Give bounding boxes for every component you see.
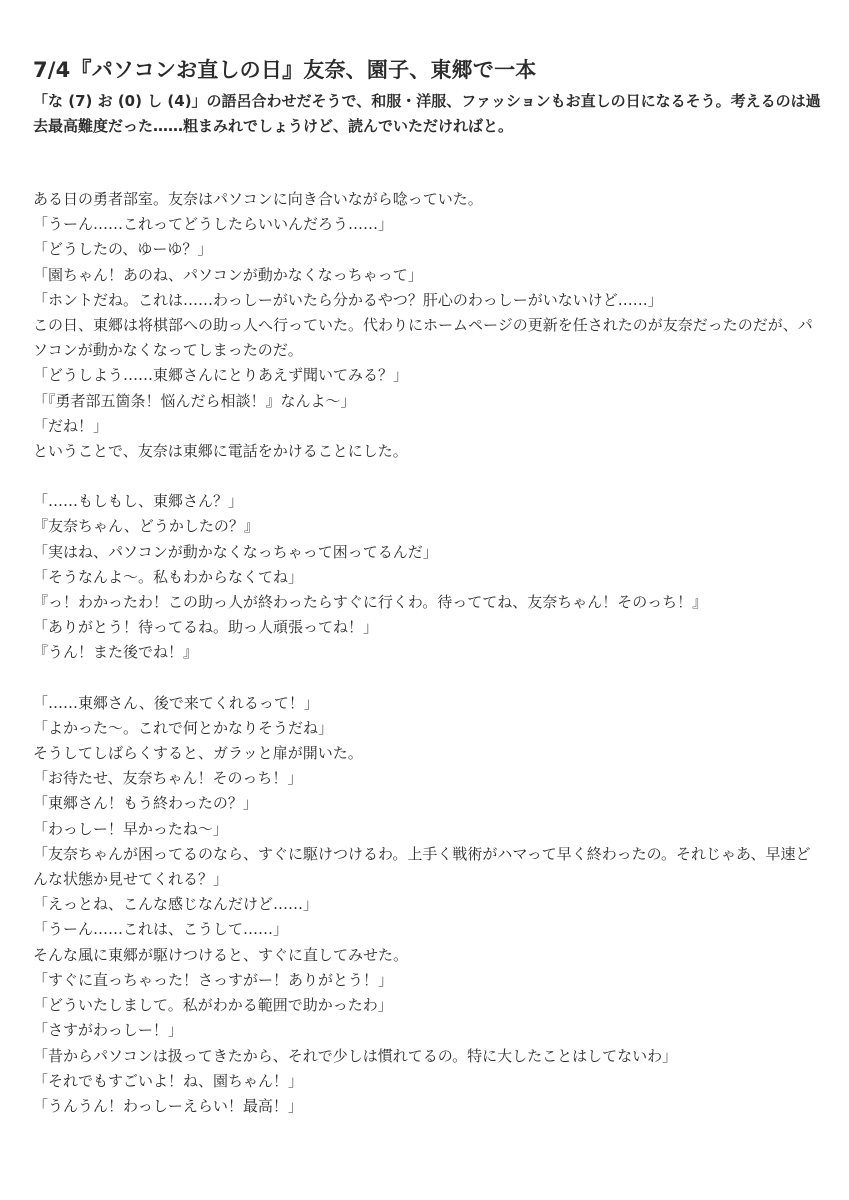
story-section-3: [33, 691, 823, 1119]
story-line: 「……もしもし、東郷さん？」: [33, 492, 244, 511]
story-line: この日、東郷は将棋部への助っ人へ行っていた。代わりにホームページの更新を任されたのが友奈だったのだが、パソコンが動かなくなってしまったのだ。: [33, 316, 813, 360]
story-line: 『友奈ちゃん、どうかしたの？』: [33, 517, 259, 536]
story-line: 「園ちゃん！あのね、パソコンが動かなくなっちゃって」: [33, 265, 423, 284]
story-line: 「えっとね、こんな感じなんだけど……」: [33, 895, 319, 914]
story-body: [33, 187, 823, 1119]
section-gap: [33, 666, 823, 691]
story-line: ということで、友奈は東郷に電話をかけることにした。: [33, 442, 408, 461]
story-section-2: [33, 489, 823, 665]
story-line: ある日の勇者部室。友奈はパソコンに向き合いながら唸っていた。: [33, 190, 483, 208]
story-line: そんな風に東郷が駆けつけると、すぐに直してみせた。: [33, 945, 409, 964]
story-line: 「……東郷さん、後で来てくれるって！」: [33, 693, 319, 712]
story-line: 「ホントだね。これは……わっしーがいたら分かるやつ？肝心のわっしーがいないけど……」: [33, 290, 663, 309]
document-title: 7/4『パソコンお直しの日』友奈、園子、東郷で一本: [33, 58, 537, 82]
story-line: 「ありがとう！待ってるね。助っ人頑張ってね！」: [33, 618, 379, 637]
section-gap: [33, 464, 823, 489]
story-line: 「うんうん！わっしーえらい！最高！」: [33, 1096, 303, 1115]
story-line: 「それでもすごいよ！ね、園ちゃん！」: [33, 1071, 304, 1090]
story-line: 「だね！」: [33, 416, 109, 435]
story-line: 「友奈ちゃんが困ってるのなら、すぐに駆けつけるわ。上手く戦術がハマって早く終わったの。それじゃあ、早速どんな状態か見せてくれる？」: [33, 844, 811, 889]
story-line: 「どういたしまして。私がわかる範囲で助かったわ」: [33, 996, 393, 1015]
story-section-1: [33, 187, 823, 464]
story-line: 「うーん……これは、こうして……」: [33, 920, 289, 939]
document-page: [33, 55, 823, 1119]
story-line: 「どうしよう……東郷さんにとりあえず聞いてみる？」: [33, 366, 409, 385]
story-line: 「よかった〜。これで何とかなりそうだね」: [33, 718, 334, 737]
story-line: 「お待たせ、友奈ちゃん！そのっち！」: [33, 769, 303, 788]
story-line: 「すぐに直っちゃった！さっすがー！ありがとう！」: [33, 970, 394, 989]
story-line: 「そうなんよ〜。私もわからなくてね」: [33, 567, 304, 586]
story-line: 『うん！また後でね！』: [33, 643, 199, 662]
story-line: 「『勇者部五箇条！悩んだら相談！』なんよ〜」: [33, 391, 356, 410]
story-line: 「実はね、パソコンが動かなくなっちゃって困ってるんだ」: [33, 542, 438, 561]
story-line: 「東郷さん！もう終わったの？」: [33, 794, 258, 813]
story-line: 『っ！わかったわ！この助っ人が終わったらすぐに行くわ。待っててね、友奈ちゃん！そのっち！』: [33, 593, 708, 612]
story-line: 「わっしー！早かったね〜」: [33, 819, 228, 838]
story-line: そうしてしばらくすると、ガラッと扉が開いた。: [33, 744, 363, 763]
story-line: 「うーん……これってどうしたらいいんだろう……」: [33, 215, 394, 234]
story-line: 「どうしたの、ゆーゆ？」: [33, 240, 213, 259]
story-line: 「さすがわっしー！」: [33, 1021, 183, 1040]
document-subtitle: 「な (7) お (0) し (4)」の語呂合わせだそうで、和服・洋服、ファッションもお直しの日になるそう。考えるのは過去最高難度だった……粗まみれでしょうけど、読んでいただければと。: [33, 92, 821, 135]
story-line: 「昔からパソコンは扱ってきたから、それで少しは慣れてるの。特に大したことはしてないわ」: [33, 1046, 678, 1065]
